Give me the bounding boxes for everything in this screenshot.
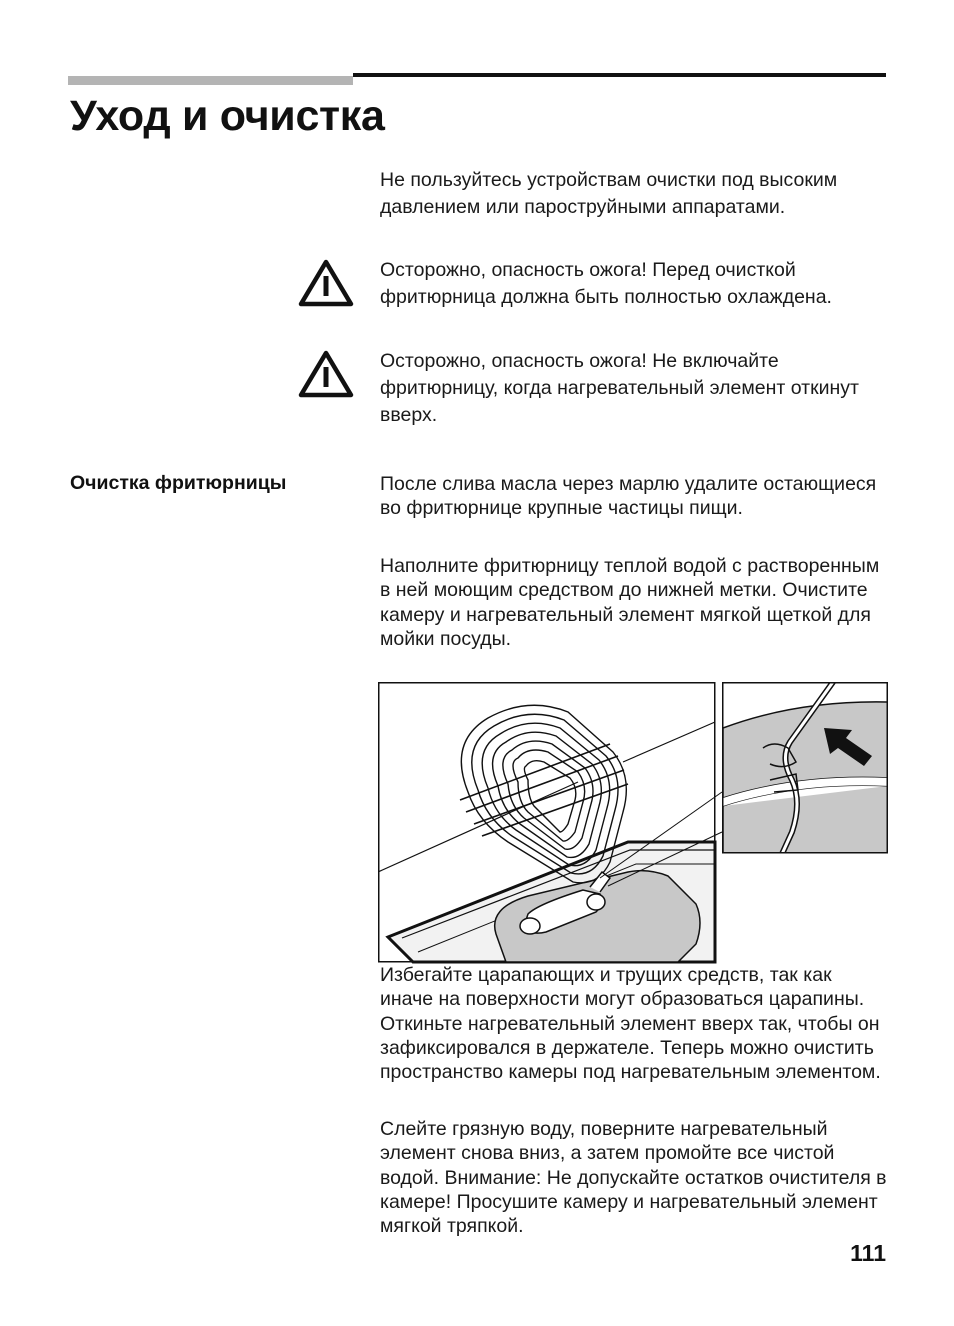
fryer-cleaning-illustration xyxy=(378,682,888,964)
paragraph-fill-water: Наполните фритюрницу теплой водой с растворенным в ней моющим средством до нижней метки. Очистите камеру и нагревательный элемент мягкой щеткой для мойки посуды. xyxy=(380,555,880,650)
section-heading: Очистка фритюрницы xyxy=(70,472,287,494)
header-rule-gray xyxy=(68,76,353,85)
warning-triangle-icon xyxy=(298,349,354,399)
page-title: Уход и очистка xyxy=(70,92,385,140)
pressure-note: Не пользуйтесь устройствам очистки под высоким давлением или пароструйными аппаратами. xyxy=(380,169,838,218)
warning-triangle-icon xyxy=(298,258,354,308)
paragraph-drain-rinse: Слейте грязную воду, поверните нагревательный элемент снова вниз, а затем промойте все чистой водой. Внимание: Не допускайте остатков очистителя в камере! Просушите камеру и нагревательный элемент мягкой тряпкой. xyxy=(380,1118,887,1238)
burn-warning-element: Осторожно, опасность ожога! Не включайте фритюрницу, когда нагревательный элемент откинут вверх. xyxy=(380,350,859,426)
burn-warning-cool: Осторожно, опасность ожога! Перед очисткой фритюрница должна быть полностью охлаждена. xyxy=(380,259,832,308)
page-number: 111 xyxy=(850,1240,886,1266)
paragraph-remove-particles: После слива масла через марлю удалите остающиеся во фритюрнице крупные частицы пищи. xyxy=(380,473,877,520)
paragraph-avoid-abrasives: Избегайте царапающих и трущих средств, так как иначе на поверхности могут образоваться царапины. Откиньте нагревательный элемент вверх так, чтобы он зафиксировался в держателе. Теперь можно очистить пространство камеры под нагревательным элементом. xyxy=(380,964,881,1084)
header-rule-black xyxy=(353,73,886,77)
